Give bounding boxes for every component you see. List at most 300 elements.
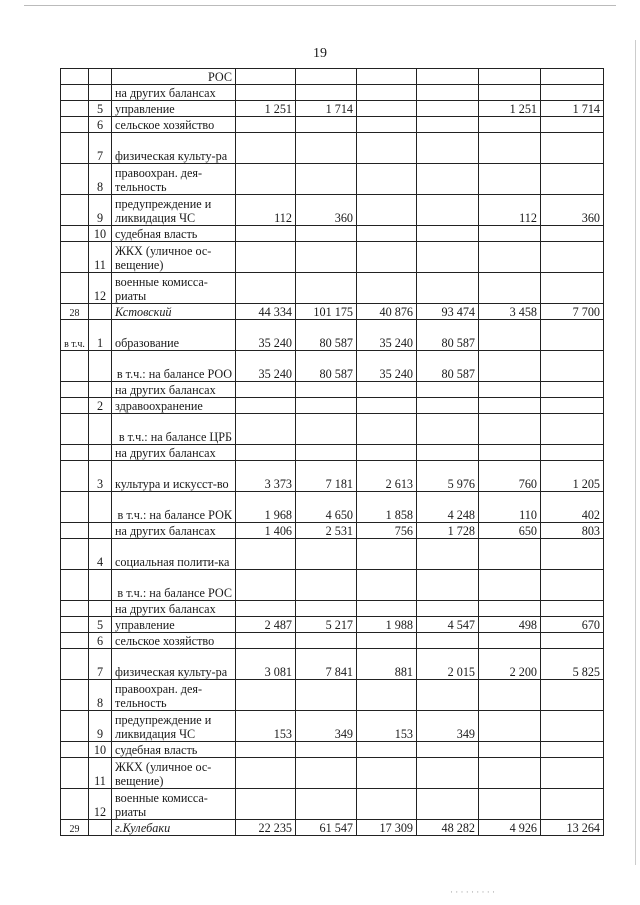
item-name-cell: предупреждение и ликвидация ЧС [112, 195, 236, 226]
value-cell [236, 633, 296, 649]
value-cell [296, 570, 357, 601]
region-number-cell [61, 226, 89, 242]
table-row [61, 601, 604, 617]
value-cell [357, 69, 417, 85]
value-cell [541, 680, 604, 711]
table-row [61, 617, 604, 633]
value-cell: 93 474 [417, 304, 479, 320]
value-cell [541, 320, 604, 351]
value-cell [236, 398, 296, 414]
value-cell [541, 414, 604, 445]
item-number-cell: 1 [89, 320, 112, 351]
value-cell [541, 242, 604, 273]
item-name-cell: судебная власть [112, 742, 236, 758]
item-number-cell: 9 [89, 711, 112, 742]
value-cell: 48 282 [417, 820, 479, 836]
table-row [61, 492, 604, 523]
value-cell [479, 601, 541, 617]
region-number-cell [61, 414, 89, 445]
value-cell [296, 601, 357, 617]
value-cell [541, 351, 604, 382]
value-cell [357, 414, 417, 445]
value-cell [541, 398, 604, 414]
value-cell: 803 [541, 523, 604, 539]
value-cell [357, 164, 417, 195]
table-row [61, 649, 604, 680]
value-cell [417, 414, 479, 445]
table-row [61, 195, 604, 226]
item-number-cell: 7 [89, 649, 112, 680]
item-name-cell: военные комисса-риаты [112, 789, 236, 820]
region-number-cell [61, 117, 89, 133]
item-number-cell: 6 [89, 117, 112, 133]
value-cell [296, 117, 357, 133]
item-number-cell [89, 85, 112, 101]
table-row [61, 117, 604, 133]
region-number-cell [61, 69, 89, 85]
value-cell: 7 700 [541, 304, 604, 320]
item-name-cell: на других балансах [112, 382, 236, 398]
region-number-cell: в т.ч. [61, 320, 89, 351]
value-cell: 1 251 [236, 101, 296, 117]
value-cell [479, 789, 541, 820]
table-row [61, 351, 604, 382]
item-number-cell [89, 69, 112, 85]
value-cell [236, 117, 296, 133]
value-cell [417, 85, 479, 101]
table-row [61, 711, 604, 742]
value-cell [357, 398, 417, 414]
value-cell: 1 251 [479, 101, 541, 117]
item-number-cell: 8 [89, 164, 112, 195]
table-row [61, 758, 604, 789]
value-cell [357, 195, 417, 226]
value-cell [541, 69, 604, 85]
value-cell: 80 587 [417, 351, 479, 382]
table-row [61, 304, 604, 320]
region-number-cell [61, 711, 89, 742]
value-cell [541, 633, 604, 649]
value-cell [357, 742, 417, 758]
value-cell [357, 758, 417, 789]
region-number-cell [61, 101, 89, 117]
item-name-cell: на других балансах [112, 85, 236, 101]
value-cell [236, 382, 296, 398]
value-cell [236, 242, 296, 273]
item-name-cell: образование [112, 320, 236, 351]
value-cell [541, 382, 604, 398]
value-cell [417, 601, 479, 617]
value-cell: 61 547 [296, 820, 357, 836]
value-cell [479, 85, 541, 101]
value-cell [417, 445, 479, 461]
value-cell [479, 711, 541, 742]
value-cell [357, 570, 417, 601]
table-row [61, 633, 604, 649]
value-cell [236, 789, 296, 820]
item-number-cell [89, 570, 112, 601]
value-cell [541, 85, 604, 101]
value-cell: 40 876 [357, 304, 417, 320]
value-cell [541, 570, 604, 601]
region-number-cell [61, 492, 89, 523]
value-cell: 112 [479, 195, 541, 226]
item-name-cell: ЖКХ (уличное ос-вещение) [112, 758, 236, 789]
item-number-cell: 10 [89, 742, 112, 758]
value-cell: 2 015 [417, 649, 479, 680]
item-name-cell: правоохран. дея-тельность [112, 680, 236, 711]
item-number-cell: 11 [89, 758, 112, 789]
item-number-cell [89, 820, 112, 836]
item-number-cell [89, 414, 112, 445]
value-cell [236, 445, 296, 461]
item-number-cell: 8 [89, 680, 112, 711]
value-cell [541, 601, 604, 617]
region-number-cell [61, 85, 89, 101]
value-cell: 349 [417, 711, 479, 742]
value-cell [417, 101, 479, 117]
value-cell [296, 789, 357, 820]
value-cell [417, 382, 479, 398]
value-cell: 360 [296, 195, 357, 226]
value-cell: 1 205 [541, 461, 604, 492]
value-cell: 1 406 [236, 523, 296, 539]
table-row [61, 226, 604, 242]
value-cell [417, 69, 479, 85]
value-cell: 101 175 [296, 304, 357, 320]
value-cell [357, 539, 417, 570]
item-name-cell: правоохран. дея-тельность [112, 164, 236, 195]
value-cell [357, 101, 417, 117]
table-row [61, 445, 604, 461]
value-cell [236, 226, 296, 242]
value-cell [296, 758, 357, 789]
value-cell: 153 [236, 711, 296, 742]
item-name-cell: ЖКХ (уличное ос-вещение) [112, 242, 236, 273]
region-number-cell [61, 398, 89, 414]
value-cell: 4 926 [479, 820, 541, 836]
region-number-cell [61, 461, 89, 492]
value-cell [541, 117, 604, 133]
value-cell [479, 320, 541, 351]
value-cell [296, 242, 357, 273]
table-body [61, 69, 604, 836]
value-cell [417, 633, 479, 649]
value-cell [479, 570, 541, 601]
value-cell [479, 164, 541, 195]
value-cell [357, 85, 417, 101]
item-number-cell: 12 [89, 789, 112, 820]
value-cell [296, 680, 357, 711]
item-name-cell: судебная власть [112, 226, 236, 242]
value-cell: 2 531 [296, 523, 357, 539]
region-number-cell [61, 789, 89, 820]
table-row [61, 742, 604, 758]
value-cell: 110 [479, 492, 541, 523]
value-cell [296, 398, 357, 414]
table-row [61, 539, 604, 570]
value-cell: 5 976 [417, 461, 479, 492]
item-name-cell: физическая культу-ра [112, 649, 236, 680]
value-cell [236, 742, 296, 758]
item-number-cell [89, 351, 112, 382]
item-name-cell: г.Кулебаки [112, 820, 236, 836]
item-name-cell: РОС [112, 69, 236, 85]
item-name-cell: управление [112, 101, 236, 117]
region-number-cell [61, 523, 89, 539]
item-number-cell [89, 492, 112, 523]
table-row [61, 69, 604, 85]
value-cell [417, 117, 479, 133]
value-cell: 17 309 [357, 820, 417, 836]
footer-mark: · · · · · · · · · [450, 887, 495, 897]
value-cell: 35 240 [236, 320, 296, 351]
value-cell [357, 445, 417, 461]
value-cell: 1 728 [417, 523, 479, 539]
value-cell [296, 742, 357, 758]
item-name-cell: социальная полити-ка [112, 539, 236, 570]
item-name-cell: сельское хозяйство [112, 633, 236, 649]
value-cell: 1 858 [357, 492, 417, 523]
value-cell [236, 601, 296, 617]
item-number-cell: 4 [89, 539, 112, 570]
value-cell [541, 226, 604, 242]
value-cell [479, 117, 541, 133]
value-cell [479, 445, 541, 461]
value-cell [296, 164, 357, 195]
value-cell [417, 570, 479, 601]
value-cell [296, 226, 357, 242]
item-name-cell: здравоохранение [112, 398, 236, 414]
region-number-cell [61, 164, 89, 195]
item-number-cell: 3 [89, 461, 112, 492]
value-cell [541, 742, 604, 758]
value-cell [417, 539, 479, 570]
item-number-cell [89, 523, 112, 539]
value-cell [296, 445, 357, 461]
region-number-cell [61, 133, 89, 164]
item-name-cell: военные комисса-риаты [112, 273, 236, 304]
value-cell: 4 650 [296, 492, 357, 523]
item-name-cell: физическая культу-ра [112, 133, 236, 164]
value-cell [479, 351, 541, 382]
item-number-cell: 6 [89, 633, 112, 649]
value-cell [479, 414, 541, 445]
table-row [61, 101, 604, 117]
table-row [61, 164, 604, 195]
item-name-cell: в т.ч.: на балансе РОО [112, 351, 236, 382]
item-number-cell [89, 601, 112, 617]
value-cell [479, 539, 541, 570]
item-name-cell: в т.ч.: на балансе РОК [112, 492, 236, 523]
value-cell: 3 081 [236, 649, 296, 680]
table-row [61, 570, 604, 601]
value-cell [357, 117, 417, 133]
item-name-cell: на других балансах [112, 601, 236, 617]
item-number-cell: 10 [89, 226, 112, 242]
item-number-cell: 9 [89, 195, 112, 226]
value-cell [357, 226, 417, 242]
value-cell [236, 414, 296, 445]
value-cell [541, 164, 604, 195]
item-name-cell: сельское хозяйство [112, 117, 236, 133]
value-cell: 2 487 [236, 617, 296, 633]
value-cell: 1 988 [357, 617, 417, 633]
region-number-cell [61, 445, 89, 461]
value-cell [479, 680, 541, 711]
value-cell [541, 539, 604, 570]
value-cell: 22 235 [236, 820, 296, 836]
value-cell [296, 414, 357, 445]
value-cell: 3 458 [479, 304, 541, 320]
value-cell [417, 242, 479, 273]
value-cell [541, 445, 604, 461]
value-cell [417, 226, 479, 242]
value-cell: 5 217 [296, 617, 357, 633]
item-number-cell: 12 [89, 273, 112, 304]
item-name-cell: на других балансах [112, 445, 236, 461]
value-cell [479, 633, 541, 649]
item-name-cell: культура и искусст-во [112, 461, 236, 492]
value-cell [296, 539, 357, 570]
value-cell [357, 382, 417, 398]
table-row [61, 242, 604, 273]
item-name-cell: управление [112, 617, 236, 633]
value-cell [236, 69, 296, 85]
value-cell: 7 841 [296, 649, 357, 680]
region-number-cell: 28 [61, 304, 89, 320]
item-number-cell: 7 [89, 133, 112, 164]
value-cell: 35 240 [236, 351, 296, 382]
item-name-cell: предупреждение и ликвидация ЧС [112, 711, 236, 742]
value-cell [479, 398, 541, 414]
table-row [61, 789, 604, 820]
value-cell: 80 587 [296, 320, 357, 351]
value-cell: 2 200 [479, 649, 541, 680]
value-cell [357, 633, 417, 649]
table-row [61, 523, 604, 539]
value-cell: 3 373 [236, 461, 296, 492]
value-cell [296, 273, 357, 304]
value-cell [296, 382, 357, 398]
value-cell [236, 164, 296, 195]
region-number-cell [61, 758, 89, 789]
value-cell: 5 825 [541, 649, 604, 680]
item-number-cell [89, 445, 112, 461]
item-name-cell: на других балансах [112, 523, 236, 539]
table-row [61, 414, 604, 445]
value-cell: 4 547 [417, 617, 479, 633]
value-cell [357, 680, 417, 711]
region-number-cell [61, 680, 89, 711]
value-cell [541, 789, 604, 820]
value-cell [296, 69, 357, 85]
item-name-cell: в т.ч.: на балансе ЦРБ [112, 414, 236, 445]
value-cell: 35 240 [357, 320, 417, 351]
table-row [61, 133, 604, 164]
value-cell [541, 273, 604, 304]
region-number-cell [61, 351, 89, 382]
region-number-cell [61, 195, 89, 226]
value-cell: 35 240 [357, 351, 417, 382]
value-cell: 760 [479, 461, 541, 492]
item-name-cell: в т.ч.: на балансе РОС [112, 570, 236, 601]
region-number-cell [61, 633, 89, 649]
value-cell [479, 758, 541, 789]
item-number-cell: 5 [89, 101, 112, 117]
value-cell [417, 742, 479, 758]
value-cell [541, 758, 604, 789]
value-cell [479, 242, 541, 273]
item-name-cell: Кстовский [112, 304, 236, 320]
value-cell [236, 273, 296, 304]
value-cell [479, 133, 541, 164]
region-number-cell [61, 617, 89, 633]
value-cell: 756 [357, 523, 417, 539]
budget-table [60, 68, 604, 836]
value-cell [479, 69, 541, 85]
value-cell [357, 242, 417, 273]
value-cell [479, 273, 541, 304]
table-row [61, 273, 604, 304]
value-cell [417, 680, 479, 711]
value-cell [357, 273, 417, 304]
region-number-cell [61, 742, 89, 758]
region-number-cell [61, 570, 89, 601]
value-cell [236, 758, 296, 789]
page-number: 19 [313, 46, 327, 61]
value-cell [417, 164, 479, 195]
value-cell [479, 382, 541, 398]
value-cell [236, 570, 296, 601]
value-cell: 44 334 [236, 304, 296, 320]
table-row [61, 382, 604, 398]
value-cell: 112 [236, 195, 296, 226]
scan-edge [635, 40, 636, 865]
value-cell [296, 633, 357, 649]
table-row [61, 320, 604, 351]
region-number-cell: 29 [61, 820, 89, 836]
value-cell: 402 [541, 492, 604, 523]
value-cell: 1 714 [541, 101, 604, 117]
value-cell: 80 587 [417, 320, 479, 351]
value-cell: 670 [541, 617, 604, 633]
value-cell: 881 [357, 649, 417, 680]
top-rule [24, 5, 616, 6]
value-cell [357, 601, 417, 617]
value-cell [296, 133, 357, 164]
table-row [61, 461, 604, 492]
value-cell: 498 [479, 617, 541, 633]
value-cell: 2 613 [357, 461, 417, 492]
item-number-cell [89, 382, 112, 398]
region-number-cell [61, 649, 89, 680]
value-cell [541, 133, 604, 164]
value-cell [417, 789, 479, 820]
value-cell: 1 714 [296, 101, 357, 117]
item-number-cell: 11 [89, 242, 112, 273]
value-cell: 349 [296, 711, 357, 742]
item-number-cell [89, 304, 112, 320]
value-cell [417, 273, 479, 304]
value-cell: 650 [479, 523, 541, 539]
value-cell [357, 789, 417, 820]
region-number-cell [61, 273, 89, 304]
table-row [61, 85, 604, 101]
table-row [61, 680, 604, 711]
region-number-cell [61, 601, 89, 617]
value-cell [417, 195, 479, 226]
